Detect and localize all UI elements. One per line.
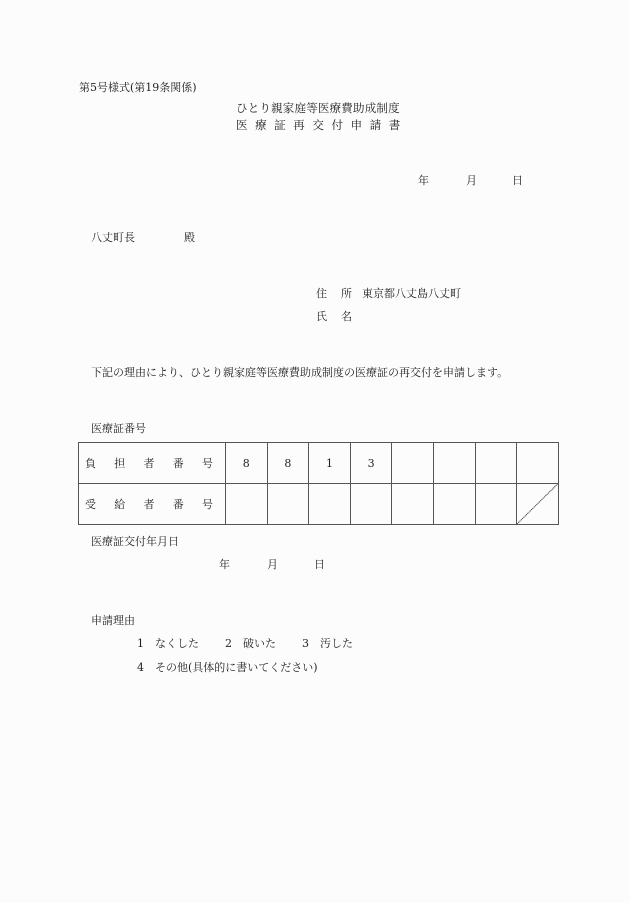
name-label-char: 氏 [316,310,327,323]
reason-option-lost[interactable] [137,638,199,649]
reason-options-row [137,638,353,649]
option-text: なくした [155,637,199,650]
address-field[interactable]: 東京都八丈島八丈町 [362,287,461,300]
payer-digit-cell[interactable]: 1 [309,443,351,484]
card-number-table [78,442,559,525]
reason-option-soiled[interactable] [302,638,353,649]
label-char: 受 [85,498,96,511]
option-number: 4 [137,661,144,674]
address-label [316,288,352,299]
payer-digit-cell[interactable]: 3 [350,443,392,484]
payer-number-label [79,443,226,484]
recipient-digit-cell[interactable] [226,484,268,525]
option-number: 1 [137,637,144,650]
label-char: 番 [172,498,184,511]
label-char: 号 [202,498,213,511]
recipient-number-label [79,484,226,525]
address-label-char: 住 [316,287,327,300]
diagonal-strike-icon [517,484,558,524]
payer-digit-cell[interactable] [433,443,475,484]
reason-option-torn[interactable] [225,638,276,649]
payer-digit-cell[interactable] [475,443,517,484]
payer-digit-cell[interactable]: 8 [267,443,309,484]
recipient-digit-cell[interactable] [350,484,392,525]
label-char: 者 [143,498,155,511]
reason-label: 申請理由 [91,614,135,627]
form-title-line2: 医療証再交付申請書 [236,118,408,132]
label-char: 号 [202,457,213,470]
label-char: 担 [114,457,126,470]
addressee-honorific: 殿 [184,231,195,244]
reason-options-row [137,662,318,673]
recipient-digit-cell[interactable] [392,484,434,525]
addressee-name: 八丈町長 [91,231,135,244]
date-day-field[interactable]: 日 [512,174,523,187]
application-statement: 下記の理由により、ひとり親家庭等医療費助成制度の医療証の再交付を申請します。 [91,366,509,379]
payer-digit-cell[interactable] [517,443,559,484]
form-number: 第5号様式(第19条関係) [79,81,197,94]
issue-date-label: 医療証交付年月日 [91,535,179,548]
reason-option-other[interactable] [137,662,318,673]
name-label-char: 名 [341,310,352,323]
date-month-field[interactable]: 月 [466,174,477,187]
form-title-line1: ひとり親家庭等医療費助成制度 [236,101,400,115]
label-char: 番 [172,457,184,470]
payer-digit-cell[interactable] [392,443,434,484]
recipient-digit-cell[interactable] [309,484,351,525]
issue-date-year-field[interactable]: 年 [219,558,230,571]
name-label [316,311,352,322]
issue-date-month-field[interactable]: 月 [267,558,278,571]
option-text: 汚した [320,637,353,650]
option-text: その他(具体的に書いてください) [155,661,318,674]
card-number-label: 医療証番号 [91,422,146,435]
address-label-char: 所 [341,287,352,300]
date-year-field[interactable]: 年 [418,174,429,187]
option-number: 2 [225,637,232,650]
table-row-recipient-number [79,484,559,525]
label-char: 負 [85,457,96,470]
label-char: 者 [143,457,155,470]
table-row-payer-number [79,443,559,484]
issue-date-day-field[interactable]: 日 [314,558,325,571]
label-char: 給 [114,498,126,511]
option-text: 破いた [243,637,276,650]
recipient-digit-cell[interactable] [475,484,517,525]
option-number: 3 [302,637,309,650]
recipient-digit-cell[interactable] [433,484,475,525]
payer-digit-cell[interactable]: 8 [226,443,268,484]
recipient-digit-cell[interactable] [267,484,309,525]
unused-digit-cell [517,484,559,525]
